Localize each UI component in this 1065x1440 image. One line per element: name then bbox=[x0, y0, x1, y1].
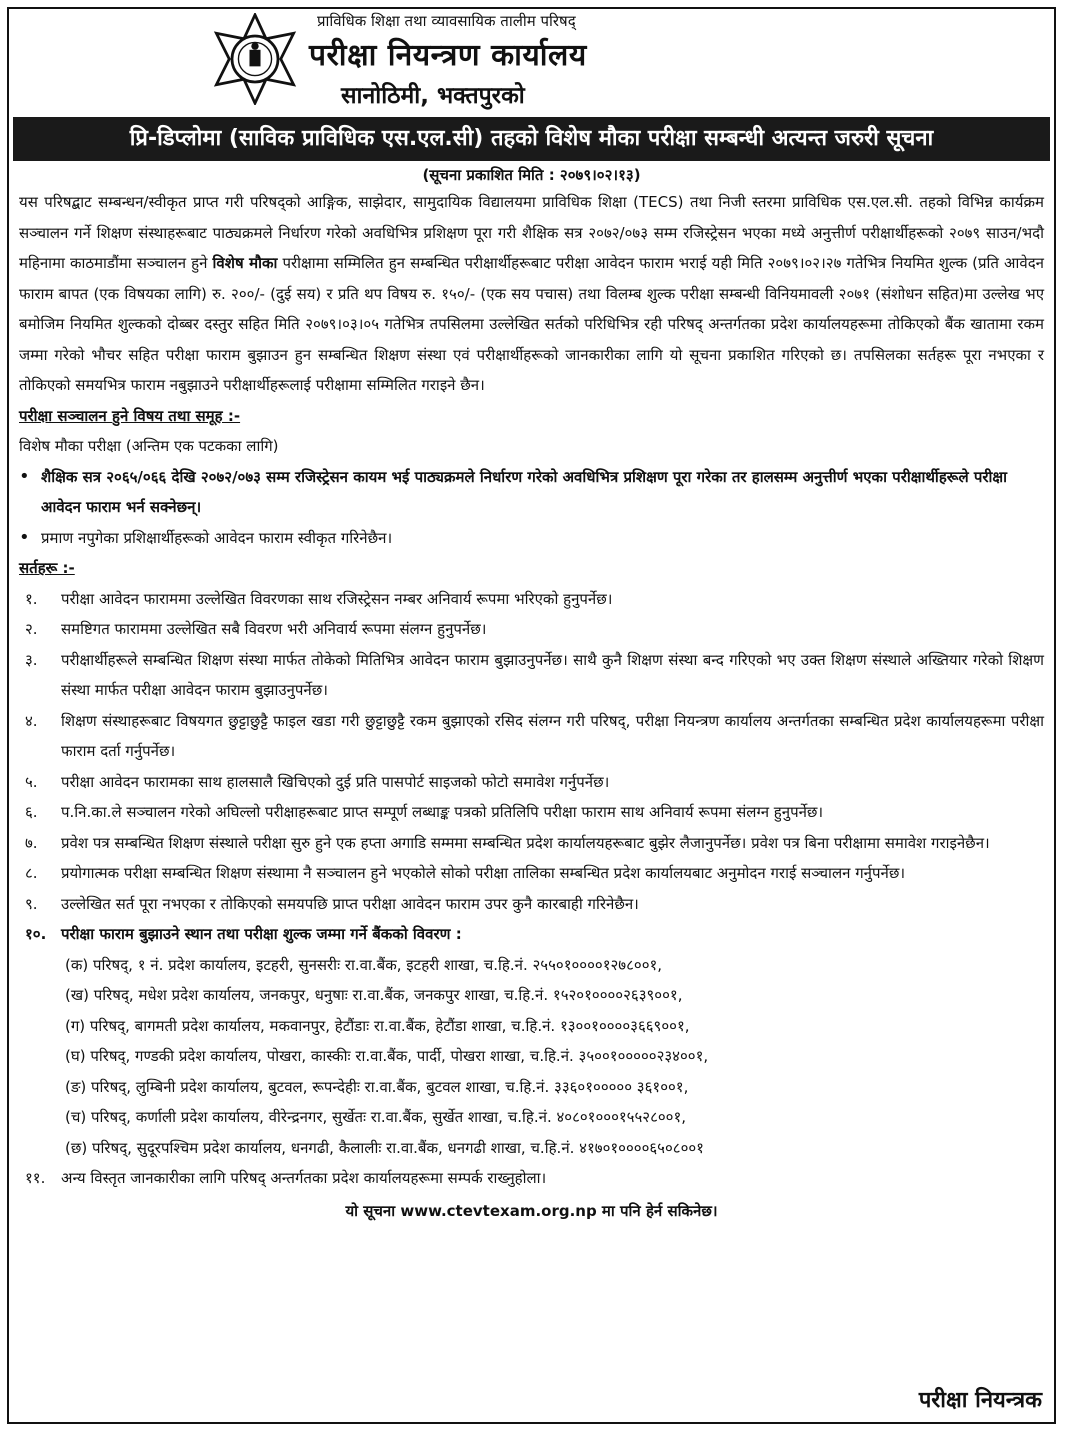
condition-item bbox=[19, 584, 1044, 615]
bank-detail: (च) परिषद्, कर्णाली प्रदेश कार्यालय, वीरेन्द्रनगर, सुर्खेतः रा.वा.बैंक, सुर्खेत शाखा, च.हि.नं. ४०८०१०००१५५२८००१, bbox=[65, 1108, 687, 1126]
condition-item bbox=[19, 889, 1044, 920]
condition-number: १०. bbox=[25, 925, 47, 943]
office-location: सानोठिमी, भक्तपुरको bbox=[341, 83, 525, 109]
special-exam-line: विशेष मौका परीक्षा (अन्तिम एक पटकका लागि) bbox=[19, 437, 279, 455]
bank-detail: (घ) परिषद्, गण्डकी प्रदेश कार्यालय, पोखरा, कास्कीः रा.वा.बैंक, पार्दी, पोखरा शाखा, च.हि.नं. ३५००१०००००२३४००१, bbox=[65, 1047, 709, 1065]
condition-text: परीक्षा आवेदन फाराममा उल्लेखित विवरणका साथ रजिस्ट्रेसन नम्बर अनिवार्य रूपमा भरिएको हुनुपर्नेछ। bbox=[61, 589, 613, 608]
bullet-item bbox=[19, 523, 1044, 554]
bullet-text: शैक्षिक सत्र २०६५/०६६ देखि २०७२/०७३ सम्म रजिस्ट्रेसन कायम भई पाठ्यक्रमले निर्धारण गरेको अवधिभित्र प्रशिक्षण पूरा गरेका तर हालसम्म अनुत्तीर्ण भएका परीक्षार्थीहरूले परीक्षा आवेदन फाराम भर्न सक्नेछन्। bbox=[41, 467, 1008, 516]
intro-text-2: परीक्षामा सम्मिलित हुन सम्बन्धित परीक्षार्थीहरूबाट परीक्षा आवेदन फाराम भराई यही मिति २०७९।०२।२७ गतेभित्र नियमित शुल्क (प्रति आवेदन फाराम बापत (एक विषयका लागि) रु. २००/- (दुई सय) र प्रति थप विषय रु. १५०/- (एक सय पचास) तथा विलम्ब शुल्क परीक्षा सम्बन्धी विनियमावली २०७१ (संशोधन सहित)मा उल्लेख भए बमोजिम नियमित शुल्कको दोब्बर दस्तुर सहित मिति २०७९।०३।०५ गतेभित्र तपसिलमा उल्लेखित सर्तको परिधिभित्र रही परिषद् अन्तर्गतका प्रदेश कार्यालयहरूमा तोकिएको बैंक खातामा रकम जम्मा गरेको भौचर सहित परीक्षा फाराम बुझाउन हुन सम्बन्धित शिक्षण संस्था एवं परीक्षार्थीहरूको जानकारीका लागि यो सूचना प्रकाशित गरिएको छ। तपसिलका सर्तहरू पूरा नभएका र तोकिएको समयभित्र फाराम नबुझाउने परीक्षार्थीहरूलाई परीक्षामा सम्मिलित गराइने छैन। bbox=[19, 254, 1044, 394]
condition-text: उल्लेखित सर्त पूरा नभएका र तोकिएको समयपछि प्राप्त परीक्षा आवेदन फाराम उपर कुनै कारबाही गरिनेछैन। bbox=[61, 894, 639, 913]
notice-header bbox=[9, 9, 1054, 117]
notice-body bbox=[9, 185, 1054, 1226]
condition-item bbox=[19, 797, 1044, 828]
condition-item bbox=[19, 919, 1044, 950]
bank-detail: (ख) परिषद्, मधेश प्रदेश कार्यालय, जनकपुर, धनुषाः रा.वा.बैंक, जनकपुर शाखा, च.हि.नं. १५२०१००००२६३९००१, bbox=[65, 986, 683, 1004]
condition-text: परीक्षा फाराम बुझाउने स्थान तथा परीक्षा शुल्क जम्मा गर्ने बैंकको विवरण : bbox=[61, 925, 462, 943]
condition-item bbox=[19, 767, 1044, 798]
condition-number: १. bbox=[25, 589, 38, 608]
header-text-block bbox=[309, 11, 789, 110]
condition-text: प्रवेश पत्र सम्बन्धित शिक्षण संस्थाले परीक्षा सुरु हुने एक हप्ता अगाडि सम्ममा सम्बन्धित प्रदेश कार्यालयहरूबाट बुझेर लैजानुपर्नेछ। प्रवेश पत्र बिना परीक्षामा समावेश गराइनेछैन। bbox=[61, 833, 990, 852]
bullet-item bbox=[19, 462, 1044, 523]
notice-title: प्रि-डिप्लोमा (साविक प्राविधिक एस.एल.सी) तहको विशेष मौका परीक्षा सम्बन्धी अत्यन्त जरुरी सूचना bbox=[13, 117, 1050, 161]
condition-number: ७. bbox=[25, 833, 38, 852]
ctevt-star-emblem-icon bbox=[209, 13, 301, 105]
condition-item bbox=[19, 645, 1044, 706]
condition-number: २. bbox=[25, 620, 38, 638]
bullet-icon: • bbox=[19, 526, 30, 548]
bullet-icon: • bbox=[19, 465, 30, 487]
condition-item bbox=[19, 706, 1044, 767]
condition-number: ९. bbox=[25, 894, 38, 913]
signature: परीक्षा नियन्त्रक bbox=[918, 1388, 1042, 1413]
condition-text: अन्य विस्तृत जानकारीका लागि परिषद् अन्तर्गतका प्रदेश कार्यालयहरूमा सम्पर्क राख्नुहोला। bbox=[61, 1169, 547, 1187]
condition-number: ८. bbox=[25, 864, 38, 882]
published-date: (सूचना प्रकाशित मिति : २०७९।०२।१३) bbox=[422, 166, 641, 184]
condition-text: प्रयोगात्मक परीक्षा सम्बन्धित शिक्षण संस्थामा नै सञ्चालन हुने भएकोले सोको परीक्षा तालिका सम्बन्धित प्रदेश कार्यालयबाट अनुमोदन गराई सञ्चालन गर्नुपर्नेछ। bbox=[61, 864, 906, 882]
condition-number: ६. bbox=[25, 803, 38, 821]
condition-number: ११. bbox=[25, 1169, 46, 1187]
condition-text: समष्टिगत फाराममा उल्लेखित सबै विवरण भरी अनिवार्य रूपमा संलग्न हुनुपर्नेछ। bbox=[61, 620, 487, 638]
condition-item bbox=[19, 828, 1044, 859]
condition-item bbox=[19, 614, 1044, 645]
condition-text: परीक्षा आवेदन फारामका साथ हालसालै खिचिएको दुई प्रति पासपोर्ट साइजको फोटो समावेश गर्नुपर्नेछ। bbox=[61, 772, 610, 791]
condition-number: ४. bbox=[25, 711, 38, 730]
bank-detail: (क) परिषद्, १ नं. प्रदेश कार्यालय, इटहरी, सुनसरीः रा.वा.बैंक, इटहरी शाखा, च.हि.नं. २५५०१००००१२७८००१, bbox=[65, 955, 663, 974]
intro-paragraph bbox=[19, 187, 1044, 401]
intro-bold-text: विशेष मौका bbox=[212, 254, 278, 272]
bank-detail: (ग) परिषद्, बागमती प्रदेश कार्यालय, मकवानपुर, हेटौंडाः रा.वा.बैंक, हेटौंडा शाखा, च.हि.नं. १३००१००००३६६९००१, bbox=[65, 1016, 690, 1035]
intro-text-1: यस परिषद्बाट सम्बन्धन/स्वीकृत प्राप्त गरी परिषद्को आङ्गिक, साझेदार, सामुदायिक विद्यालयमा प्राविधिक शिक्षा (TECS) तथा निजी स्तरमा प्राविधिक एस.एल.सी. तहको विभिन्न कार्यक्रम सञ्चालन गर्ने शिक्षण संस्थाहरूबाट पाठ्यक्रमले निर्धारण गरेको अवधिभित्र प्रशिक्षण पूरा गरी शैक्षिक सत्र २०७२/०७३ सम्म रजिस्ट्रेसन भएका मध्ये अनुत्तीर्ण परीक्षार्थीहरूको २०७९ साउन/भदौ महिनामा काठमाडौंमा सञ्चालन हुने bbox=[19, 193, 1044, 272]
office-name: परीक्षा नियन्त्रण कार्यालय bbox=[309, 38, 587, 73]
bank-detail: (छ) परिषद्, सुदूरपश्चिम प्रदेश कार्यालय, धनगढी, कैलालीः रा.वा.बैंक, धनगढी शाखा, च.हि.नं. ४१७०१००००६५०८००१ bbox=[65, 1138, 704, 1157]
bullet-text: प्रमाण नपुगेका प्रशिक्षार्थीहरूको आवेदन फाराम स्वीकृत गरिनेछैन। bbox=[41, 528, 393, 547]
condition-text: परीक्षार्थीहरूले सम्बन्धित शिक्षण संस्था मार्फत तोकेको मितिभित्र आवेदन फाराम बुझाउनुपर्नेछ। साथै कुनै शिक्षण संस्था बन्द गरिएको भए उक्त शिक्षण संस्थाले अख्तियार गरेको शिक्षण संस्था मार्फत परीक्षा आवेदन फाराम बुझाउनुपर्नेछ। bbox=[61, 650, 1044, 699]
condition-item bbox=[19, 858, 1044, 889]
condition-text: शिक्षण संस्थाहरूबाट विषयगत छुट्टाछुट्टै फाइल खडा गरी छुट्टाछुट्टै रकम बुझाएको रसिद संलग्न गरी परिषद्, परीक्षा नियन्त्रण कार्यालय अन्तर्गतका सम्बन्धित प्रदेश कार्यालयहरूमा परीक्षा फाराम दर्ता गर्नुपर्नेछ। bbox=[61, 711, 1044, 760]
bank-detail: (ङ) परिषद्, लुम्बिनी प्रदेश कार्यालय, बुटवल, रूपन्देहीः रा.वा.बैंक, बुटवल शाखा, च.हि.नं. ३३६०१००००० ३६१००१, bbox=[65, 1077, 689, 1096]
condition-text: प.नि.का.ले सञ्चालन गरेको अघिल्लो परीक्षाहरूबाट प्राप्त सम्पूर्ण लब्धाङ्क पत्रको प्रतिलिपि परीक्षा फाराम साथ अनिवार्य रूपमा संलग्न हुनुपर्नेछ। bbox=[61, 803, 824, 821]
condition-item bbox=[19, 1163, 1044, 1194]
council-name: प्राविधिक शिक्षा तथा व्यावसायिक तालीम परिषद् bbox=[317, 12, 576, 30]
condition-number: ५. bbox=[25, 772, 38, 791]
website-note: यो सूचना www.ctevtexam.org.np मा पनि हेर्न सकिनेछ। bbox=[345, 1201, 718, 1220]
notice-page bbox=[7, 7, 1056, 1424]
conditions-heading: सर्तहरू :- bbox=[19, 559, 75, 577]
subjects-heading: परीक्षा सञ्चालन हुने विषय तथा समूह :- bbox=[19, 406, 241, 425]
condition-number: ३. bbox=[25, 650, 38, 669]
